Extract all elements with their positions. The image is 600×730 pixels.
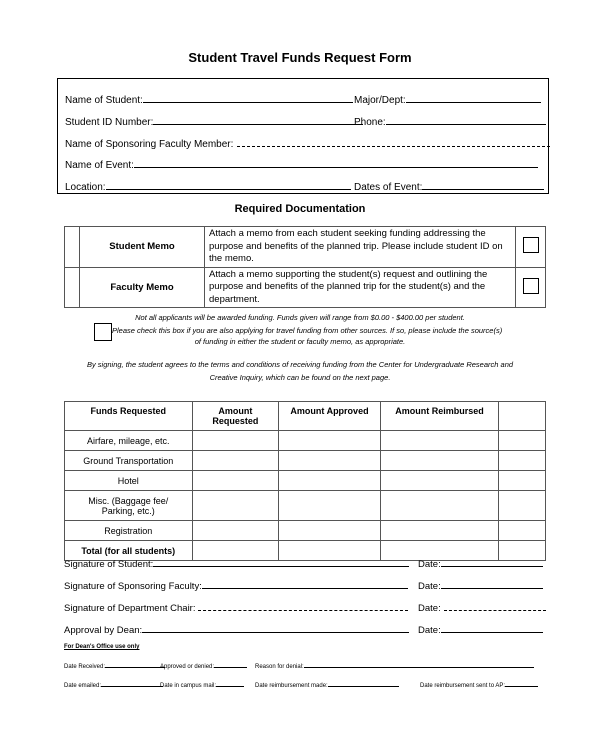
location-field[interactable] (65, 179, 351, 193)
date-campus-mail-field[interactable]: Date in campus mail: (160, 680, 244, 689)
student-signature-label: Signature of Student: (64, 559, 154, 570)
funds-row-label: Ground Transportation (65, 451, 193, 471)
amount-reimbursed-cell[interactable] (380, 431, 499, 451)
funds-row-label: Registration (65, 521, 193, 541)
date-label: Date: (418, 581, 441, 592)
amount-approved-header: Amount Approved (279, 402, 381, 431)
student-id-label: Student ID Number: (65, 117, 154, 128)
approved-denied-field[interactable]: Approved or denied: (160, 661, 247, 670)
amount-reimbursed-cell[interactable] (380, 521, 499, 541)
location-label: Location: (65, 182, 106, 193)
amount-reimbursed-cell[interactable] (380, 451, 499, 471)
name-of-student-label: Name of Student: (65, 95, 143, 106)
student-memo-description: Attach a memo from each student seeking funding addressing the purpose and benefits of the planned trip. Please include student ID on the memo. (205, 227, 516, 268)
amount-requested-cell[interactable] (192, 451, 279, 471)
sponsoring-faculty-label: Name of Sponsoring Faculty Member: (65, 139, 234, 150)
doc-row-faculty-memo (65, 267, 546, 308)
funds-row-hotel (65, 471, 546, 491)
phone-field[interactable] (354, 114, 546, 128)
funds-row-label: Airfare, mileage, etc. (65, 431, 193, 451)
funding-note: Not all applicants will be awarded funding. Funds given will range from $0.00 - $400.00 per student. (135, 313, 465, 322)
chair-signature-field[interactable] (64, 600, 408, 614)
funds-row-misc (65, 491, 546, 521)
reason-denial-field[interactable]: Reason for denial: (255, 661, 534, 670)
amount-requested-cell[interactable] (192, 431, 279, 451)
doc-row-student-memo (65, 227, 546, 268)
amount-requested-header: Amount Requested (192, 402, 279, 431)
chair-date-field[interactable] (418, 600, 546, 614)
major-dept-label: Major/Dept: (354, 95, 406, 106)
other-sources-note-line2: of funding in either the student or faculty memo, as appropriate. (194, 337, 406, 346)
date-reimbursement-ap-field[interactable]: Date reimbursement sent to AP: (420, 680, 538, 689)
funds-row-label: Misc. (Baggage fee/ Parking, etc.) (65, 491, 193, 521)
funds-header-row (65, 402, 546, 431)
amount-requested-cell[interactable] (192, 471, 279, 491)
amount-approved-cell[interactable] (279, 471, 381, 491)
name-of-event-field[interactable] (65, 157, 538, 171)
amount-reimbursed-cell[interactable] (380, 471, 499, 491)
funds-row-registration (65, 521, 546, 541)
student-memo-label: Student Memo (80, 227, 205, 268)
name-of-event-label: Name of Event: (65, 160, 134, 171)
faculty-memo-checkbox[interactable] (523, 278, 539, 294)
amount-approved-cell[interactable] (279, 431, 381, 451)
name-of-student-field[interactable] (65, 92, 353, 106)
amount-reimbursed-header: Amount Reimbursed (380, 402, 499, 431)
major-dept-field[interactable] (354, 92, 541, 106)
student-signature-field[interactable] (64, 556, 409, 570)
funds-row-ground (65, 451, 546, 471)
amount-approved-cell[interactable] (279, 491, 381, 521)
amount-reimbursed-cell[interactable] (380, 491, 499, 521)
dates-of-event-label: Dates of Event: (354, 182, 423, 193)
date-emailed-field[interactable]: Date emailed: (64, 680, 163, 689)
dean-approval-field[interactable] (64, 622, 409, 636)
amount-requested-cell[interactable] (192, 521, 279, 541)
signing-terms-line2: Creative Inquiry, which can be found on the next page. (209, 373, 391, 382)
faculty-signature-field[interactable] (64, 578, 408, 592)
phone-label: Phone: (354, 117, 386, 128)
dates-of-event-field[interactable] (354, 179, 544, 193)
signing-terms-line1: By signing, the student agrees to the terms and conditions of receiving funding from the Center for Undergraduate Research and (86, 360, 514, 369)
sponsoring-faculty-field[interactable] (65, 136, 550, 150)
chair-signature-label: Signature of Department Chair: (64, 603, 196, 614)
student-id-field[interactable] (65, 114, 363, 128)
funds-table (64, 401, 546, 561)
form-title: Student Travel Funds Request Form (188, 50, 412, 65)
deans-office-header: For Dean's Office use only (64, 644, 140, 650)
date-label: Date: (418, 625, 441, 636)
dean-approval-label: Approval by Dean: (64, 625, 143, 636)
required-documentation-title: Required Documentation (234, 203, 366, 215)
funds-total-label: Total (for all students) (65, 541, 193, 561)
funds-row-airfare (65, 431, 546, 451)
faculty-memo-description: Attach a memo supporting the student(s) request and outlining the purpose and benefits of the planned trip for the student(s) and the department. (205, 267, 516, 308)
amount-requested-cell[interactable] (192, 491, 279, 521)
dean-date-field[interactable] (418, 622, 543, 636)
date-label: Date: (418, 559, 441, 570)
student-date-field[interactable] (418, 556, 543, 570)
faculty-date-field[interactable] (418, 578, 543, 592)
faculty-signature-label: Signature of Sponsoring Faculty: (64, 581, 202, 592)
funds-requested-header: Funds Requested (65, 402, 193, 431)
amount-approved-cell[interactable] (279, 451, 381, 471)
faculty-memo-label: Faculty Memo (80, 267, 205, 308)
other-sources-note-line1: Please check this box if you are also applying for travel funding from other sources. If so, please include the source(s) (112, 326, 503, 335)
date-label: Date: (418, 603, 441, 614)
funds-row-label: Hotel (65, 471, 193, 491)
student-info-box (57, 78, 549, 194)
student-memo-checkbox[interactable] (523, 237, 539, 253)
date-reimbursement-field[interactable]: Date reimbursement made: (255, 680, 399, 689)
required-documentation-table (64, 226, 546, 308)
date-received-field[interactable]: Date Received: (64, 661, 165, 670)
amount-approved-cell[interactable] (279, 521, 381, 541)
